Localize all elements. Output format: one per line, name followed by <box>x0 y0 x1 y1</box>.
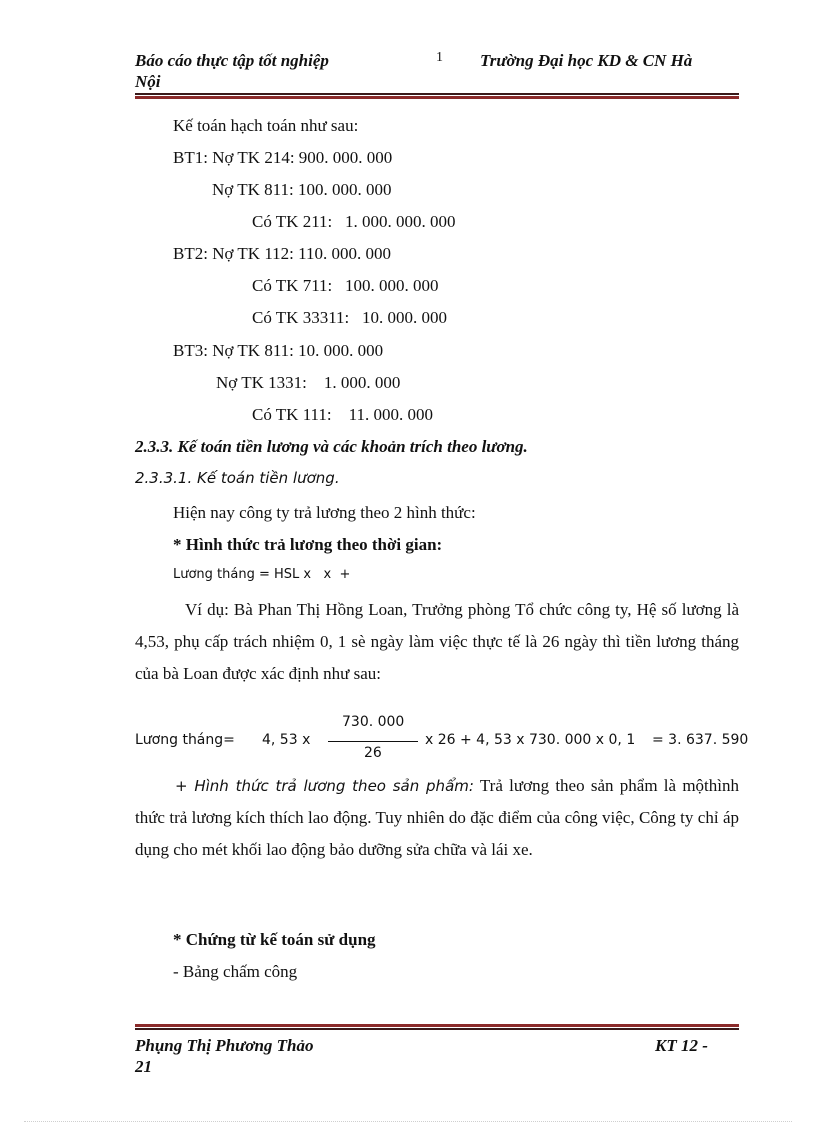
calc-numerator: 730. 000 <box>342 714 405 730</box>
entry-bt2-credit-2: Có TK 33311: 10. 000. 000 <box>252 308 448 327</box>
calc-remainder: x 26 + 4, 53 x 730. 000 x 0, 1 <box>425 732 636 748</box>
calc-label: Lương tháng= <box>135 732 235 748</box>
entry-bt2-debit: BT2: Nợ TK 112: 110. 000. 000 <box>173 244 392 263</box>
footer-rule-top <box>135 1024 739 1027</box>
product-form-lead: + Hình thức trả lương theo sản phẩm: <box>175 777 474 795</box>
page-number: 1 <box>436 50 443 65</box>
fraction-bar <box>328 741 418 742</box>
section-heading: 2.3.3. Kế toán tiền lương và các khoản trích theo lương. <box>135 437 528 456</box>
footer-author: Phụng Thị Phương Thảo <box>135 1036 314 1055</box>
header-right-title: Trường Đại học KD & CN Hà <box>480 51 693 70</box>
entry-bt1-debit-2: Nợ TK 811: 100. 000. 000 <box>212 180 392 199</box>
entry-bt2-credit-1: Có TK 711: 100. 000. 000 <box>252 276 439 295</box>
time-form-heading: * Hình thức trả lương theo thời gian: <box>173 535 443 554</box>
calc-coefficient: 4, 53 x <box>262 732 311 748</box>
subsection-heading: 2.3.3.1. Kế toán tiền lương. <box>135 469 340 487</box>
product-form-body: Trả lương theo sản phẩm là mộthình thức trả lương kích thích lao động. Tuy nhiên do đặc điểm của công việc, Công ty chỉ áp dụng cho mét khối lao động bảo dưỡng sửa chữa và lái xe. <box>135 776 739 859</box>
entry-bt3-debit: BT3: Nợ TK 811: 10. 000. 000 <box>173 341 384 360</box>
documents-item: - Bảng chấm công <box>173 962 298 981</box>
calc-denominator: 26 <box>364 745 382 761</box>
footer-rule-bottom <box>135 1028 739 1030</box>
entries-intro: Kế toán hạch toán như sau: <box>173 116 359 135</box>
documents-heading: * Chứng từ kế toán sử dụng <box>173 930 376 949</box>
salary-formula: Lương tháng = HSL x x + <box>173 567 351 582</box>
footer-class-code-continued: 21 <box>135 1057 152 1076</box>
intro-text: Hiện nay công ty trả lương theo 2 hình thức: <box>173 503 476 522</box>
calc-result: = 3. 637. 590 <box>652 732 749 748</box>
product-form-paragraph <box>135 770 739 866</box>
header-rule-bottom <box>135 96 739 99</box>
entry-bt1-credit: Có TK 211: 1. 000. 000. 000 <box>252 212 456 231</box>
header-left-title-continued: Nội <box>135 72 161 91</box>
page-edge-dotted-line <box>24 1121 792 1122</box>
footer-class-code: KT 12 - <box>655 1036 708 1055</box>
example-paragraph: Ví dụ: Bà Phan Thị Hồng Loan, Trưởng phòng Tổ chức công ty, Hệ số lương là 4,53, phụ cấp trách nhiệm 0, 1 sè ngày làm việc thực tế là 26 ngày thì tiền lương tháng của bà Loan được xác định như sau: <box>135 600 739 683</box>
header-left-title: Báo cáo thực tập tốt nghiệp <box>135 51 329 70</box>
entry-bt3-debit-2: Nợ TK 1331: 1. 000. 000 <box>216 373 401 392</box>
entry-bt3-credit: Có TK 111: 11. 000. 000 <box>252 405 434 424</box>
entry-bt1-debit: BT1: Nợ TK 214: 900. 000. 000 <box>173 148 393 167</box>
header-rule-top <box>135 93 739 95</box>
